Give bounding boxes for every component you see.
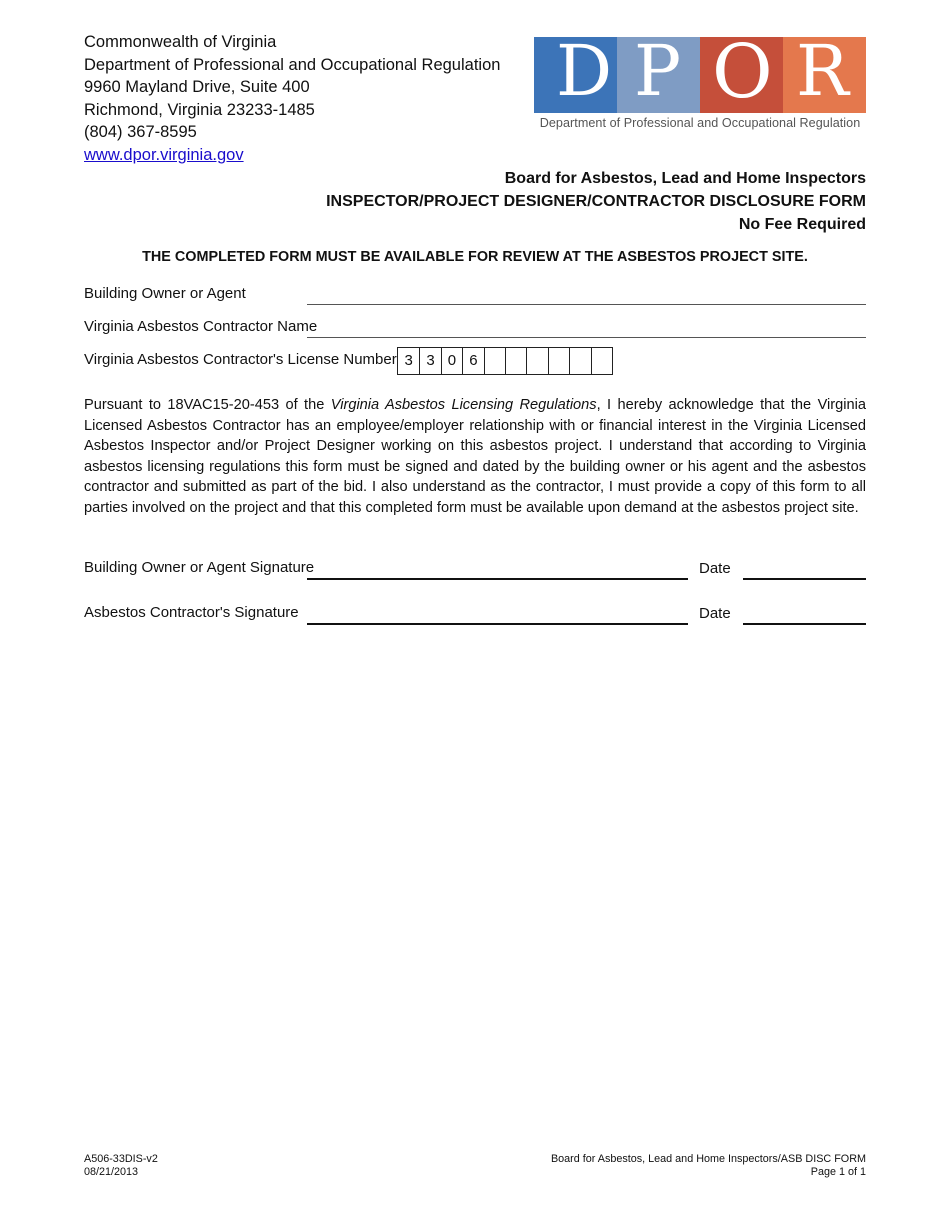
form-code: A506-33DIS-v2 xyxy=(84,1153,158,1165)
contractor-signature-field[interactable] xyxy=(307,604,688,625)
contractor-date-label: Date xyxy=(699,605,731,622)
page-number: Page 1 of 1 xyxy=(810,1165,866,1178)
statement-regulation-title: Virginia Asbestos Licensing Regulations xyxy=(330,397,597,413)
form-date: 08/21/2013 xyxy=(84,1165,139,1178)
fee-note: No Fee Required xyxy=(738,215,866,233)
owner-date-label: Date xyxy=(699,560,731,577)
owner-signature-label: Building Owner or Agent Signature xyxy=(84,559,315,576)
agency-address xyxy=(84,31,500,167)
dpor-logo xyxy=(534,37,866,133)
logo-letter-p: P xyxy=(634,37,682,112)
license-digit-box[interactable] xyxy=(569,348,590,374)
license-digit-box[interactable]: 0 xyxy=(441,348,462,374)
owner-signature-field[interactable] xyxy=(307,559,688,580)
license-number-label: Virginia Asbestos Contractor's License Number xyxy=(84,351,397,368)
form-title: INSPECTOR/PROJECT DESIGNER/CONTRACTOR DISCLOSURE FORM xyxy=(326,192,866,210)
logo-letter-r: R xyxy=(796,37,849,112)
license-digit-box[interactable] xyxy=(526,348,547,374)
owner-date-field[interactable] xyxy=(743,559,866,580)
agency-line-city: Richmond, Virginia 23233-1485 xyxy=(84,100,315,119)
logo-caption: Department of Professional and Occupational Regulation xyxy=(539,116,861,130)
license-number-boxes xyxy=(397,347,613,375)
license-digit-box[interactable]: 3 xyxy=(404,352,413,369)
agency-line-department: Department of Professional and Occupational Regulation xyxy=(84,55,501,74)
board-name: Board for Asbestos, Lead and Home Inspectors xyxy=(504,170,866,187)
statement-pre: Pursuant to 18VAC15-20-453 of the xyxy=(84,397,331,413)
board-title-block xyxy=(326,168,866,236)
license-digit-box[interactable]: 6 xyxy=(462,348,483,374)
license-digit-box[interactable] xyxy=(591,348,612,374)
license-digit-box[interactable] xyxy=(548,348,569,374)
logo-letter-o: O xyxy=(712,37,773,113)
agency-phone: (804) 367-8595 xyxy=(84,123,197,142)
footer-form-info xyxy=(84,1153,158,1178)
review-notice: THE COMPLETED FORM MUST BE AVAILABLE FOR REVIEW AT THE ASBESTOS PROJECT SITE. xyxy=(142,249,808,265)
owner-agent-label: Building Owner or Agent xyxy=(84,285,246,302)
dpor-logo-graphic xyxy=(534,37,866,113)
contractor-signature-label: Asbestos Contractor's Signature xyxy=(84,604,299,621)
owner-agent-field[interactable] xyxy=(307,285,866,305)
footer-form-name: Board for Asbestos, Lead and Home Inspectors/ASB DISC FORM xyxy=(550,1153,866,1165)
agency-website-link[interactable]: www.dpor.virginia.gov xyxy=(84,145,244,164)
agency-line-commonwealth: Commonwealth of Virginia xyxy=(84,33,277,51)
statement-post: , I hereby acknowledge that the Virginia Licensed Asbestos Contractor has an employee/employer relationship with or financial interest in the Virginia Licensed Asbestos Inspector and/or Project Designer working on this asbestos project. I understand that according to Virginia asbestos licensing regulations this form must be signed and dated by the building owner or his agent and the asbestos contractor and submitted as part of the bid. I also understand as the contractor, I must provide a copy of this form to all parties involved on the project and that this completed form must be available upon demand at the asbestos project site. xyxy=(84,397,866,516)
license-digit-box[interactable] xyxy=(505,348,526,374)
agency-line-street: 9960 Mayland Drive, Suite 400 xyxy=(84,78,310,97)
logo-letter-d: D xyxy=(556,37,613,112)
license-digit-box[interactable] xyxy=(484,348,505,374)
footer-page-info xyxy=(551,1153,866,1178)
disclosure-statement xyxy=(84,395,866,519)
contractor-date-field[interactable] xyxy=(743,604,866,625)
contractor-name-label: Virginia Asbestos Contractor Name xyxy=(84,318,318,335)
contractor-name-field[interactable] xyxy=(307,318,866,338)
license-digit-box[interactable]: 3 xyxy=(419,348,440,374)
